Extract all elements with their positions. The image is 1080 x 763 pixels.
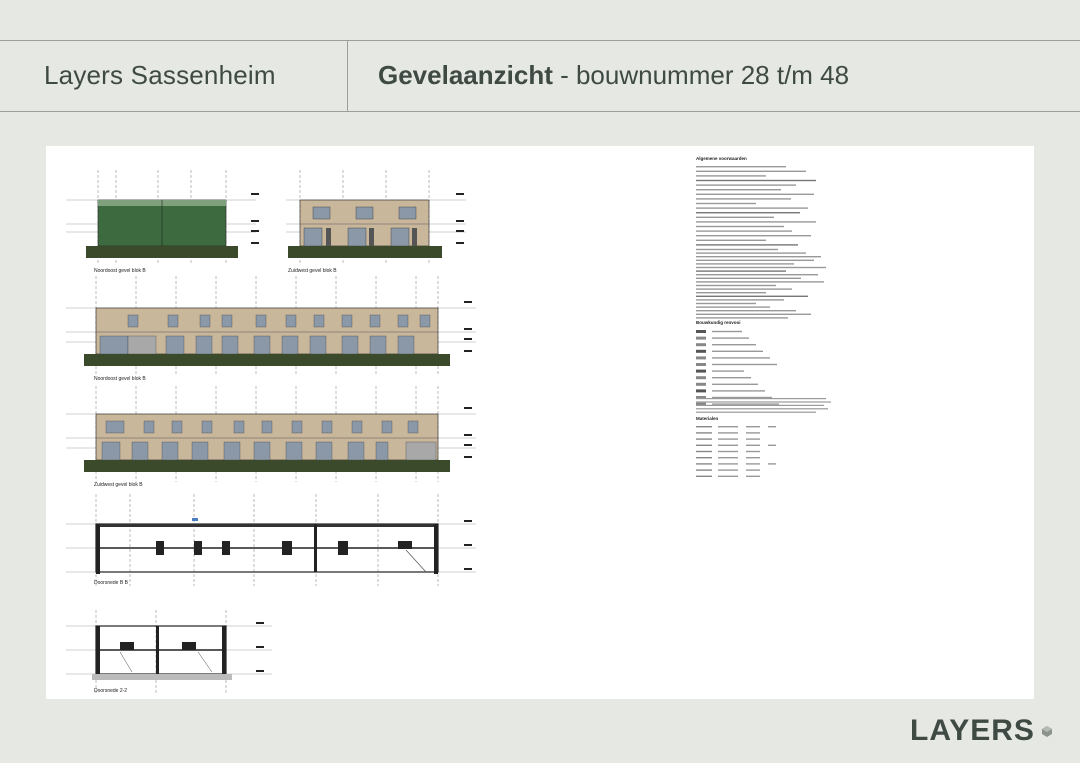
elevation-zuidwest-small <box>286 170 466 274</box>
notes-text-line <box>746 451 760 452</box>
notes-text-line <box>696 463 712 464</box>
notes-text-line <box>718 457 738 458</box>
notes-text-line <box>696 270 786 271</box>
notes-text-line <box>718 476 738 477</box>
notes-general-title: Algemene voorwaarden <box>696 156 747 161</box>
notes-text-line <box>768 463 776 464</box>
notes-text-line <box>696 235 811 236</box>
notes-text-line <box>696 292 766 293</box>
notes-text-line <box>712 390 765 391</box>
notes-text-line <box>696 274 818 275</box>
notes-text-line <box>696 175 766 176</box>
section-22 <box>66 610 272 694</box>
brand-logo <box>910 713 1053 749</box>
notes-text-line <box>696 207 808 208</box>
notes-text-line <box>696 376 706 379</box>
notes-text-line <box>696 244 798 245</box>
notes-text-line <box>712 351 763 352</box>
notes-text-line <box>696 260 814 261</box>
notes-text-line <box>696 306 770 307</box>
elevation-noordoost-long <box>66 276 476 382</box>
notes-text-line <box>696 398 826 399</box>
notes-text-line <box>696 226 784 227</box>
notes-text-line <box>696 240 766 241</box>
label-zuidwest-a: Zuidwest gevel blok B <box>288 268 337 274</box>
notes-text-line <box>696 408 828 409</box>
notes-text-line <box>696 285 776 286</box>
notes-legend-title: Bouwkundig renvooi <box>696 320 741 325</box>
notes-text-line <box>696 370 706 373</box>
notes-text-line <box>746 469 760 470</box>
notes-text-line <box>696 383 706 386</box>
notes-text-line <box>696 221 816 222</box>
notes-text-line <box>768 426 776 427</box>
project-name: Layers Sassenheim <box>44 60 276 90</box>
notes-text-line <box>696 451 712 452</box>
drawing-svg <box>46 146 1034 699</box>
notes-text-line <box>718 432 738 433</box>
label-zuidwest-b: Zuidwest gevel blok B <box>94 482 143 488</box>
notes-text-line <box>696 212 800 213</box>
notes-text-line <box>718 469 738 470</box>
notes-text-line <box>718 451 738 452</box>
notes-text-line <box>712 364 777 365</box>
notes-text-line <box>696 457 712 458</box>
notes-text-line <box>712 384 758 385</box>
notes-text-line <box>712 337 749 338</box>
logo-wordmark: LAYERS <box>910 714 1035 747</box>
notes-text-line <box>712 377 751 378</box>
section-bb <box>66 494 476 586</box>
notes-text-line <box>696 469 712 470</box>
page-title <box>378 60 849 91</box>
notes-text-line <box>718 445 738 446</box>
notes-text-line <box>712 370 744 371</box>
header-bar <box>0 40 1080 112</box>
notes-text-line <box>696 343 706 346</box>
legend-footnote-lines <box>696 398 831 413</box>
notes-text-line <box>718 438 738 439</box>
notes-text-line <box>696 299 784 300</box>
notes-text-line <box>696 281 824 282</box>
notes-text-line <box>696 317 788 318</box>
notes-text-line <box>712 357 770 358</box>
page-title-rest: - bouwnummer 28 t/m 48 <box>552 60 850 90</box>
notes-text-line <box>768 445 776 446</box>
notes-text-line <box>696 278 801 279</box>
notes-text-line <box>746 426 760 427</box>
legend-rows <box>696 330 779 406</box>
notes-text-line <box>696 230 792 231</box>
notes-text-line <box>712 344 756 345</box>
logo-cube-icon <box>1041 725 1053 737</box>
notes-text-line <box>712 397 772 398</box>
notes-text-line <box>696 256 821 257</box>
label-doorsnede-22: Doorsnede 2-2 <box>94 688 128 694</box>
notes-text-line <box>696 180 816 181</box>
notes-text-line <box>696 194 814 195</box>
notes-text-line <box>746 476 760 477</box>
elevation-noordoost-small <box>66 170 259 274</box>
notes-text-line <box>696 288 792 289</box>
materials-table <box>696 426 776 477</box>
notes-text-line <box>696 432 712 433</box>
notes-text-line <box>696 217 774 218</box>
notes-text-line <box>696 337 706 340</box>
notes-text-line <box>696 303 756 304</box>
notes-text-line <box>696 426 712 427</box>
notes-text-line <box>712 331 742 332</box>
notes-column <box>696 156 831 477</box>
notes-text-line <box>696 203 756 204</box>
label-noordoost-a: Noordoost gevel blok B <box>94 268 146 274</box>
notes-text-line <box>696 405 824 406</box>
notes-text-line <box>696 263 794 264</box>
notes-text-line <box>696 438 712 439</box>
notes-text-line <box>746 463 760 464</box>
notes-text-line <box>746 438 760 439</box>
notes-text-line <box>712 403 779 404</box>
notes-text-line <box>696 412 816 413</box>
notes-text-line <box>746 457 760 458</box>
elevation-zuidwest-long <box>66 386 476 488</box>
notes-text-line <box>696 356 706 359</box>
notes-text-line <box>696 389 706 392</box>
notes-materials-title: Materialen <box>696 416 719 421</box>
notes-text-line <box>696 252 806 253</box>
header-divider <box>347 41 348 111</box>
notes-text-line <box>696 267 826 268</box>
label-doorsnede-bb: Doorsnede B B <box>94 580 128 586</box>
label-noordoost-b: Noordoost gevel blok B <box>94 376 146 382</box>
notes-text-line <box>696 350 706 353</box>
notes-text-line <box>746 432 760 433</box>
notes-text-line <box>696 171 806 172</box>
general-notes-lines <box>696 166 826 319</box>
notes-text-line <box>696 166 786 167</box>
drawing-sheet <box>46 146 1034 699</box>
notes-text-line <box>696 296 808 297</box>
notes-text-line <box>718 463 738 464</box>
notes-text-line <box>696 445 712 446</box>
notes-text-line <box>696 476 712 477</box>
notes-text-line <box>696 189 781 190</box>
notes-text-line <box>696 249 778 250</box>
notes-text-line <box>696 198 791 199</box>
notes-text-line <box>718 426 738 427</box>
notes-text-line <box>696 314 811 315</box>
page-title-bold: Gevelaanzicht <box>378 60 553 90</box>
notes-text-line <box>696 401 831 402</box>
notes-text-line <box>696 184 796 185</box>
notes-text-line <box>696 330 706 333</box>
notes-text-line <box>696 363 706 366</box>
notes-text-line <box>746 445 760 446</box>
notes-text-line <box>696 310 796 311</box>
